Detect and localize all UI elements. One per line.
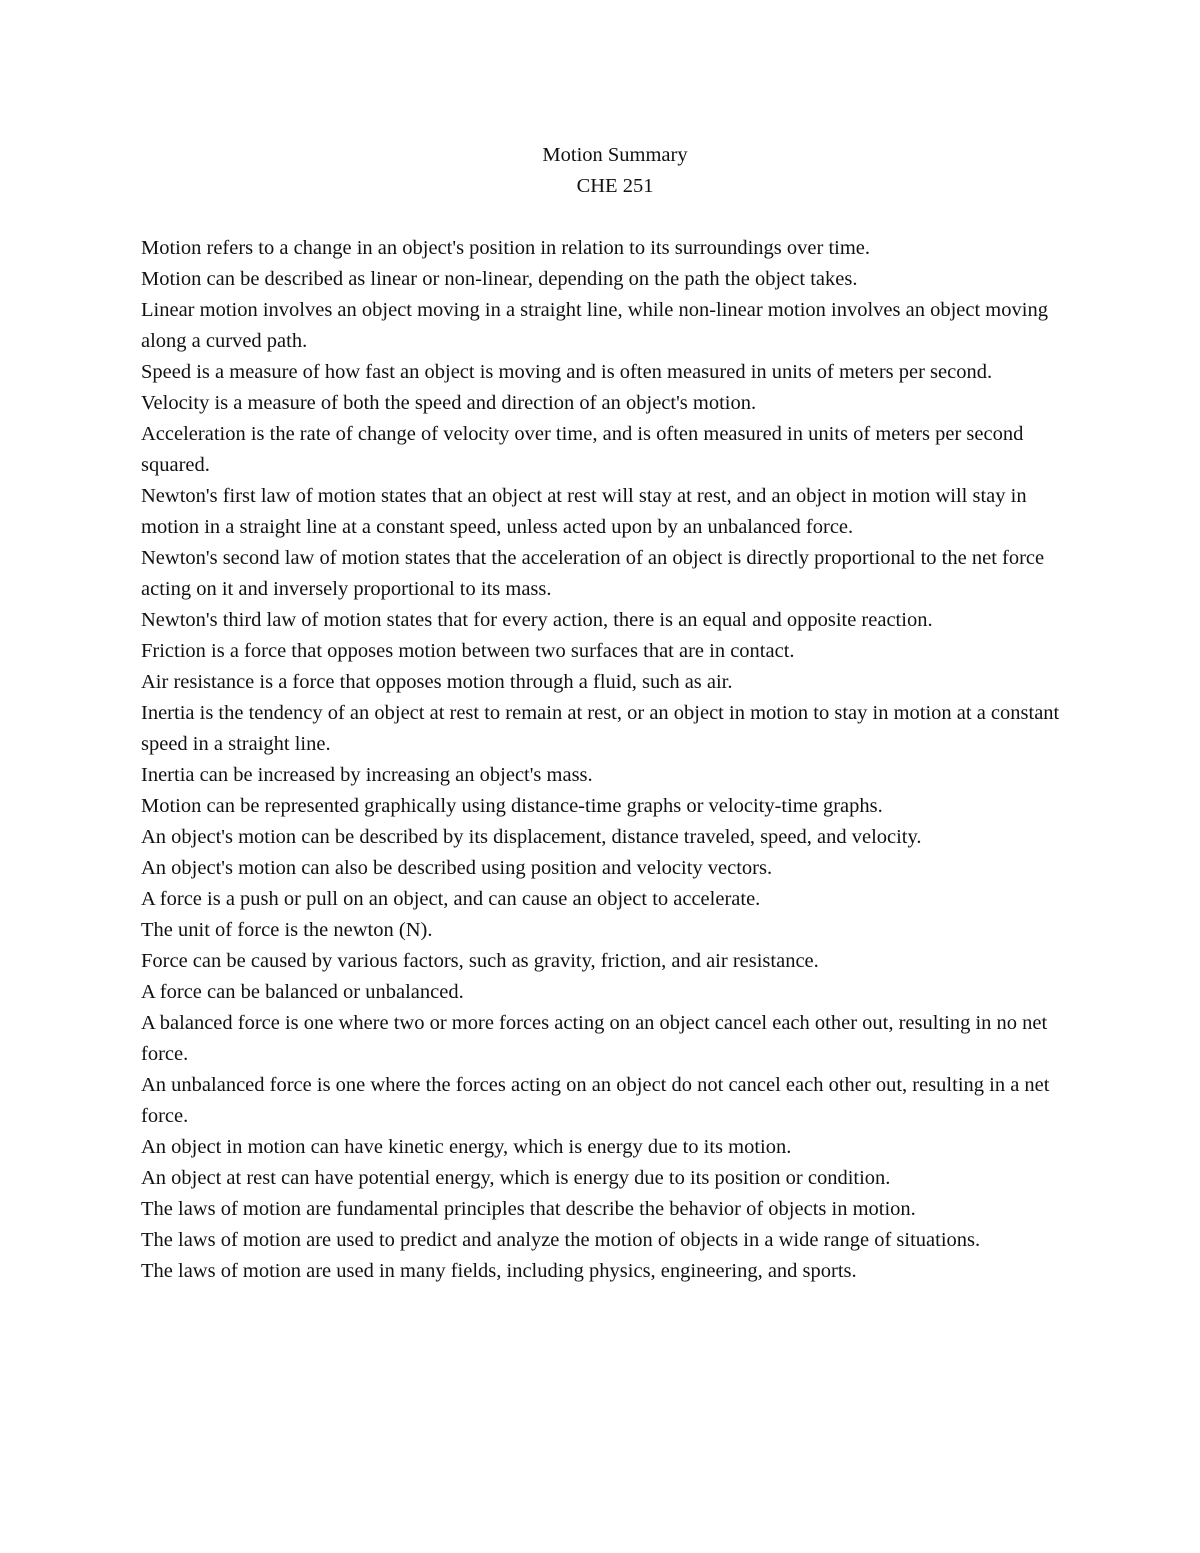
paragraph: A force is a push or pull on an object, and can cause an object to accelerate. [141,888,761,910]
paragraph: Air resistance is a force that opposes motion through a fluid, such as air. [141,671,733,693]
paragraph: Inertia is the tendency of an object at rest to remain at rest, or an object in motion to stay in motion at a constant speed in a straight line. [141,702,1060,755]
paragraph: Force can be caused by various factors, such as gravity, friction, and air resistance. [141,950,819,972]
paragraph: A force can be balanced or unbalanced. [141,981,464,1003]
paragraph: Motion can be described as linear or non-linear, depending on the path the object takes. [141,268,858,290]
document-title: Motion Summary [542,144,688,166]
course-code: CHE 251 [576,175,654,197]
paragraph: Newton's third law of motion states that for every action, there is an equal and opposite reaction. [141,609,933,631]
document-body [141,233,1061,1287]
paragraph: An object in motion can have kinetic energy, which is energy due to its motion. [141,1136,792,1158]
paragraph: The unit of force is the newton (N). [141,919,433,941]
paragraph: An unbalanced force is one where the forces acting on an object do not cancel each other out, resulting in a net force. [141,1074,1050,1127]
paragraph: Speed is a measure of how fast an object is moving and is often measured in units of meters per second. [141,361,993,383]
paragraph: An object's motion can be described by its displacement, distance traveled, speed, and velocity. [141,826,922,848]
paragraph: An object's motion can also be described using position and velocity vectors. [141,857,773,879]
paragraph: Motion refers to a change in an object's position in relation to its surroundings over time. [141,237,871,259]
paragraph: A balanced force is one where two or more forces acting on an object cancel each other out, resulting in no net force. [141,1012,1048,1065]
document-header [0,140,1200,202]
paragraph: Velocity is a measure of both the speed and direction of an object's motion. [141,392,757,414]
paragraph: The laws of motion are used to predict and analyze the motion of objects in a wide range of situations. [141,1229,981,1251]
paragraph: The laws of motion are used in many fields, including physics, engineering, and sports. [141,1260,857,1282]
paragraph: Newton's second law of motion states that the acceleration of an object is directly proportional to the net force acting on it and inversely proportional to its mass. [141,547,1045,600]
paragraph: Linear motion involves an object moving in a straight line, while non-linear motion involves an object moving along a curved path. [141,299,1048,352]
paragraph: Newton's first law of motion states that an object at rest will stay at rest, and an object in motion will stay in motion in a straight line at a constant speed, unless acted upon by an unbalanced force. [141,485,1027,538]
paragraph: An object at rest can have potential energy, which is energy due to its position or condition. [141,1167,891,1189]
paragraph: The laws of motion are fundamental principles that describe the behavior of objects in motion. [141,1198,916,1220]
paragraph: Acceleration is the rate of change of velocity over time, and is often measured in units of meters per second squared. [141,423,1024,476]
paragraph: Friction is a force that opposes motion between two surfaces that are in contact. [141,640,795,662]
paragraph: Motion can be represented graphically using distance-time graphs or velocity-time graphs. [141,795,883,817]
paragraph: Inertia can be increased by increasing an object's mass. [141,764,593,786]
